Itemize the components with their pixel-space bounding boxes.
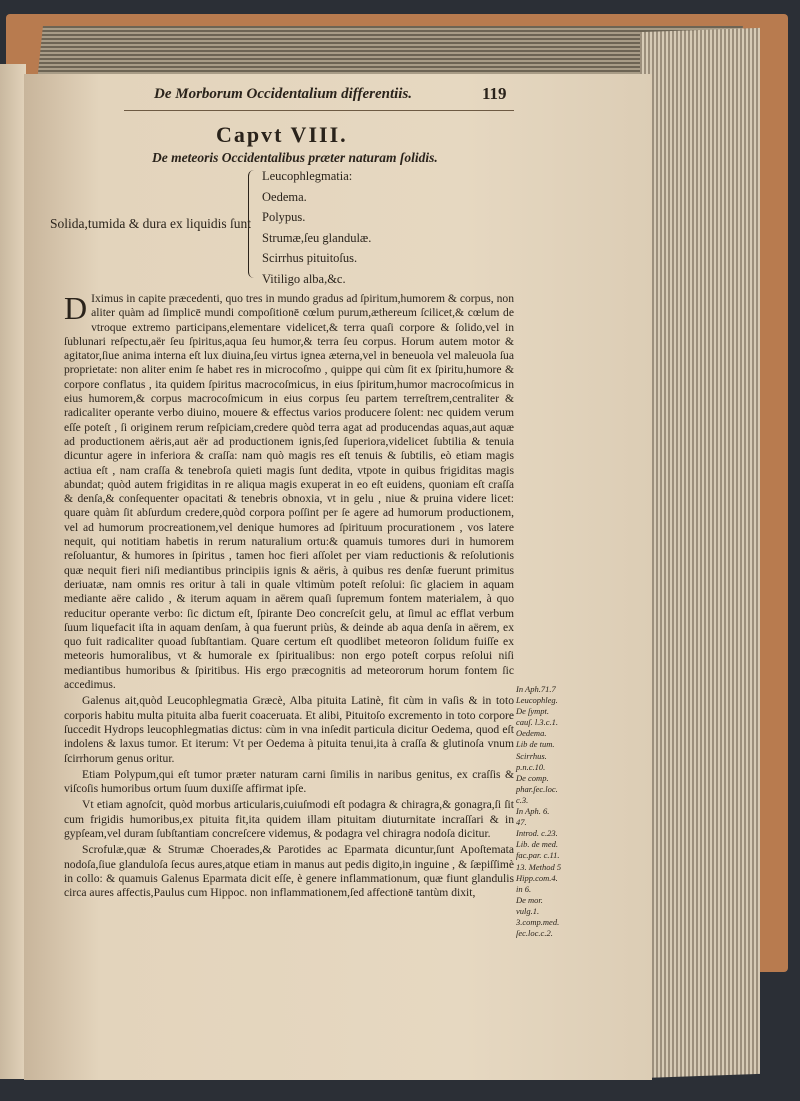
classification-item: Leucophlegmatia: xyxy=(262,169,353,183)
book-page xyxy=(24,74,652,1080)
margin-note: fac.par. c.11. xyxy=(516,850,560,861)
margin-note: 47. xyxy=(516,817,527,828)
margin-note: De mor. xyxy=(516,894,543,905)
margin-note: De ſympt. xyxy=(516,706,550,717)
curly-brace xyxy=(248,170,259,278)
margin-note: c.3. xyxy=(516,794,529,805)
margin-note: Lib. de med. xyxy=(516,839,559,850)
margin-note: p.n.c.10. xyxy=(516,761,546,772)
classification-item: Scirrhus pituitoſus. xyxy=(262,251,358,266)
margin-note: phar.ſec.loc. xyxy=(516,783,558,794)
margin-note: Scirrhus. xyxy=(516,750,547,761)
chapter-subtitle: De meteoris Occidentalibus præter naturam ſolidis. xyxy=(152,150,438,165)
margin-note: De comp. xyxy=(516,772,549,783)
margin-note: 13. Method 5 xyxy=(516,861,562,872)
classification-item: Polypus. xyxy=(262,210,306,225)
left-page-edge xyxy=(0,64,26,1079)
classification-item: Strumæ,ſeu glandulæ. xyxy=(262,230,372,245)
margin-note: Oedema. xyxy=(516,728,547,739)
margin-note: In Aph.71.7 xyxy=(516,684,556,694)
classification-item: Vitiligo alba,&c. xyxy=(262,271,346,286)
margin-note: Leucophleg. xyxy=(516,695,558,706)
margin-note: Lib de tum. xyxy=(516,739,555,750)
classification-label: Solida,tumida & dura ex liquidis ſunt xyxy=(50,216,251,231)
running-title: De Morborum Occidentalium differentiis. xyxy=(154,86,413,102)
chapter-title: Capvt VIII. xyxy=(216,122,348,147)
header-rule xyxy=(124,110,514,111)
margin-note: Introd. c.23. xyxy=(516,828,558,839)
paragraph: Galenus ait,quòd Leucophlegmatia Græcè, Alba pituita Latinè, fit cùm in vaſis & in toto corporis habitu multa pituita alba fuerit coaceruata. Et alibi, Pituitoſo excremento in toto corpore ſuccedit Hydrops leucophlegmatias dictus: cùm in vna inſedit particula dicitur Oedema, quod eſt indolens & laxus tumor. Et iterum: Vt per Oedema à pituita tenui,ita à craſſa & glutinoſa vnum ſcirrhorum genus oritur. xyxy=(64,694,514,765)
classification-item: Oedema. xyxy=(262,189,307,204)
margin-note: cauſ. l.3.c.1. xyxy=(516,717,559,728)
margin-note: Hipp.com.4. xyxy=(516,872,558,883)
paragraph: Vt etiam agnoſcit, quòd morbus articularis,cuiuſmodi eſt podagra & chiragra,& gonagra,ſi ſit cum frigidis humoribus,ex pituita fit,ita quidem illam pituitam diuturnitate incraſſari & in gypſeam,vel duram ſubſtantiam concreſcere videmus, & podagra vel chiragra nodoſa dicitur. xyxy=(64,798,514,840)
paragraph: Etiam Polypum,qui eſt tumor præter naturam carni ſimilis in naribus genitus, ex craſſis & viſcoſis humoribus ortum ſuum duxiſſe affirmat ipſe. xyxy=(64,767,514,796)
body-text xyxy=(64,292,514,902)
margin-note: ſec.loc.c.2. xyxy=(516,928,553,939)
marginal-notes xyxy=(516,684,576,939)
classification-list xyxy=(262,166,371,290)
paragraph: Scrofulæ,quæ & Strumæ Choerades,& Parotides ac Eparmata dicuntur,ſunt Apoſtemata nodoſa,ſiue glanduloſa ſecus aures,atque etiam in manus aut pedis digito,in inguine , & ſæpiſſimè in collo: & quamuis Galenus Eparmata dicit eſſe, è genere inflammationum, quæ fiunt glandulis circa aures affectis,Paulus cum Hippoc. non inflammationem,ſed affectionē tantùm dixit, xyxy=(64,843,514,900)
margin-note: In Aph. 6. xyxy=(516,806,550,817)
paragraph: D Iximus in capite præcedenti, quo tres in mundo gradus ad ſpiritum,humorem & corpus, non aliter quàm ad ſimplicē mundi compoſitionē cœlum purum,æthereum ſcilicet,& cœlum de vtroque extremo participans,elementare videlicet,& terra quaſi corpore & ſolido,vel in ſublunari reſpectu,aër ſeu ſpiritus,aqua ſeu humor,& terra ſeu corpus. Horum autem motor & agitator,ſiue anima interna eſt lux diuina,ſeu virtus ignea æterna,vel in beneuola vel maleuola ſua proprietate: non aliter enim ſe habet res in microcoſmo , quippe qui cùm ſit ex ſpiritu,humore & corpore conflatus , ita quidem ſpiritus macrocoſmicus, in eius ſpiritum,humor macrocoſmicus in eius humorem,& corpus macrocoſmicum in eius corpus ſeu partem terreſtrem,centraliter & radicaliter operante verbo diuino, mouere & effectus varios producere ſolent: nec quidem verum eſſe poteſt , ſi originem rerum reſpiciam,credere quòd terra agat ad producendas aquas,aut aquæ ad productionem aëris,aut aër ad productionem ignis,ſed ſuperiora,videlicet ſubtilia & tenuia dicuntur agere in inferiora & craſſa: nam quò magis res eſt tenuis & ſubtilis, eò etiam magis actiua eſt , nam craſſa & tenebroſa quieti magis ſunt dedita, vtpote in quibus frigiditas magis abundat; quòd autem frigiditas in re aliqua magis exuperat in eo eſt euidens, quoniam eſt craſſa & denſa,& conſequenter opacitati & tenebris obnoxia, vt in gelu , niue & pruina videre licet: quare quàm ſit abſurdum credere,quòd corpora poſſint per ſe agere ad humorum productionem, vel ad humorum procreationem,vel denique humores ad ſpirituum procurationem , vos latere nequit, qui notitiam habetis in rerum naturalium ortu:& quamuis tumores duri in humorem reſoluantur, & humores in ſpiritus , tamen hoc fieri aſſolet per viam reductionis & reſolutionis quæ nequit fieri niſi mediantibus principiis ignis & aëris, à quibus res denſæ fuerunt primitus deriuatæ, nam omnis res oritur à tali in quale vltimùm poteſt reſolui: ſic glaciem in aquam mediante aëre calido , & iterum aquam in aërem quaſi ſupremum fontem materialem, à quo reducitur operante verbo: ſic dictum eſt, ſpirante Deo concreſcit gelu, at ſimul ac efflat verbum ſuum liquefacit iſta in aquam denſam, à qua fuerunt priùs, & deinde ab aqua denſa in aërem, ex quo fuit radicaliter quoad ſubſtantiam. Quare certum eſt quodlibet meteoron ſolidum fuiſſe ex meteoris humoralibus, vt & humorale ex ſpiritualibus: non ergo poteſt corpus reſolui niſi mediantibus humoribus & ſpiritibus. His ergo præcognitis ad meteororum horum fontem ſic accedimus. xyxy=(64,290,514,692)
margin-note: vulg.1. xyxy=(516,905,540,916)
drop-cap: D xyxy=(64,290,88,326)
page-block-edge xyxy=(640,28,760,1078)
margin-note: 3.comp.med. xyxy=(516,916,560,927)
margin-note: in 6. xyxy=(516,883,532,894)
page-number: 119 xyxy=(482,84,507,103)
